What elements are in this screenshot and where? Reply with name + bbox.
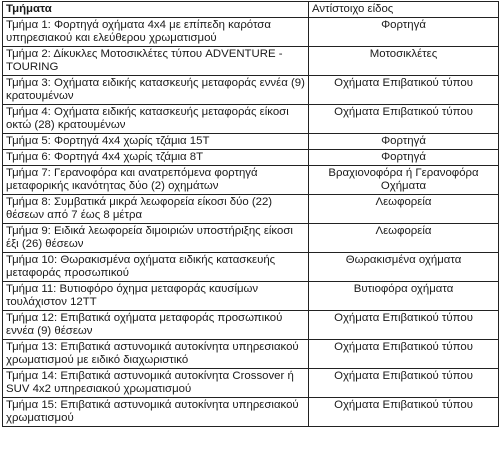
table-row xyxy=(3,195,499,224)
lot-cell: Τμήμα 13: Επιβατικά αστυνομικά αυτοκίνητα υπηρεσιακού χρωματισμού με ειδικό διαχωριστικό xyxy=(3,340,309,369)
category-cell: Φορτηγά xyxy=(309,134,499,150)
lot-cell: Τμήμα 8: Συμβατικά μικρά λεωφορεία είκοσι δύο (22) θέσεων από 7 έως 8 μέτρα xyxy=(3,195,309,224)
category-cell: Μοτοσικλέτες xyxy=(309,47,499,76)
lot-cell: Τμήμα 7: Γερανοφόρα και ανατρεπόμενα φορτηγά μεταφορικής ικανότητας δύο (2) οχημάτων xyxy=(3,166,309,195)
category-cell: Λεωφορεία xyxy=(309,224,499,253)
header-lots: Τμήματα xyxy=(3,2,309,18)
table-row xyxy=(3,47,499,76)
table-row xyxy=(3,340,499,369)
lots-table xyxy=(2,1,499,427)
table-header-row xyxy=(3,2,499,18)
category-cell: Βραχιονοφόρα ή Γερανοφόρα Οχήματα xyxy=(309,166,499,195)
table-row xyxy=(3,398,499,427)
table-row xyxy=(3,150,499,166)
category-cell: Οχήματα Επιβατικού τύπου xyxy=(309,398,499,427)
category-cell: Βυτιοφόρα οχήματα xyxy=(309,282,499,311)
lot-cell: Τμήμα 11: Βυτιοφόρο όχημα μεταφοράς καυσίμων τουλάχιστον 12TT xyxy=(3,282,309,311)
lot-cell: Τμήμα 14: Επιβατικά αστυνομικά αυτοκίνητα Crossover ή SUV 4x2 υπηρεσιακού χρωματισμού xyxy=(3,369,309,398)
lot-cell: Τμήμα 12: Επιβατικά οχήματα μεταφοράς προσωπικού εννέα (9) θέσεων xyxy=(3,311,309,340)
category-cell: Οχήματα Επιβατικού τύπου xyxy=(309,369,499,398)
category-cell: Λεωφορεία xyxy=(309,195,499,224)
category-cell: Οχήματα Επιβατικού τύπου xyxy=(309,105,499,134)
lot-cell: Τμήμα 5: Φορτηγά 4x4 χωρίς τζάμια 15T xyxy=(3,134,309,150)
lot-cell: Τμήμα 15: Επιβατικά αστυνομικά αυτοκίνητα υπηρεσιακού χρωματισμού xyxy=(3,398,309,427)
lot-cell: Τμήμα 4: Οχήματα ειδικής κατασκευής μεταφοράς είκοσι οκτώ (28) κρατουμένων xyxy=(3,105,309,134)
lot-cell: Τμήμα 10: Θωρακισμένα οχήματα ειδικής κατασκευής μεταφοράς προσωπικού xyxy=(3,253,309,282)
table-row xyxy=(3,224,499,253)
category-cell: Φορτηγά xyxy=(309,18,499,47)
table-row xyxy=(3,76,499,105)
lot-cell: Τμήμα 2: Δίκυκλες Μοτοσικλέτες τύπου ADVENTURE - TOURING xyxy=(3,47,309,76)
lot-cell: Τμήμα 9: Ειδικά λεωφορεία διμοιριών υποστήριξης είκοσι έξι (26) θέσεων xyxy=(3,224,309,253)
category-cell: Οχήματα Επιβατικού τύπου xyxy=(309,311,499,340)
lot-cell: Τμήμα 3: Οχήματα ειδικής κατασκευής μεταφοράς εννέα (9) κρατουμένων xyxy=(3,76,309,105)
table-row xyxy=(3,282,499,311)
table-row xyxy=(3,369,499,398)
lot-cell: Τμήμα 1: Φορτηγά οχήματα 4x4 με επίπεδη καρότσα υπηρεσιακού και ελεύθερου χρωματισμού xyxy=(3,18,309,47)
category-cell: Οχήματα Επιβατικού τύπου xyxy=(309,76,499,105)
table-row xyxy=(3,311,499,340)
table-row xyxy=(3,105,499,134)
header-category: Αντίστοιχο είδος xyxy=(309,2,499,18)
category-cell: Θωρακισμένα οχήματα xyxy=(309,253,499,282)
table-row xyxy=(3,166,499,195)
table-row xyxy=(3,18,499,47)
category-cell: Οχήματα Επιβατικού τύπου xyxy=(309,340,499,369)
table-row xyxy=(3,253,499,282)
category-cell: Φορτηγά xyxy=(309,150,499,166)
table-row xyxy=(3,134,499,150)
lot-cell: Τμήμα 6: Φορτηγά 4x4 χωρίς τζάμια 8T xyxy=(3,150,309,166)
